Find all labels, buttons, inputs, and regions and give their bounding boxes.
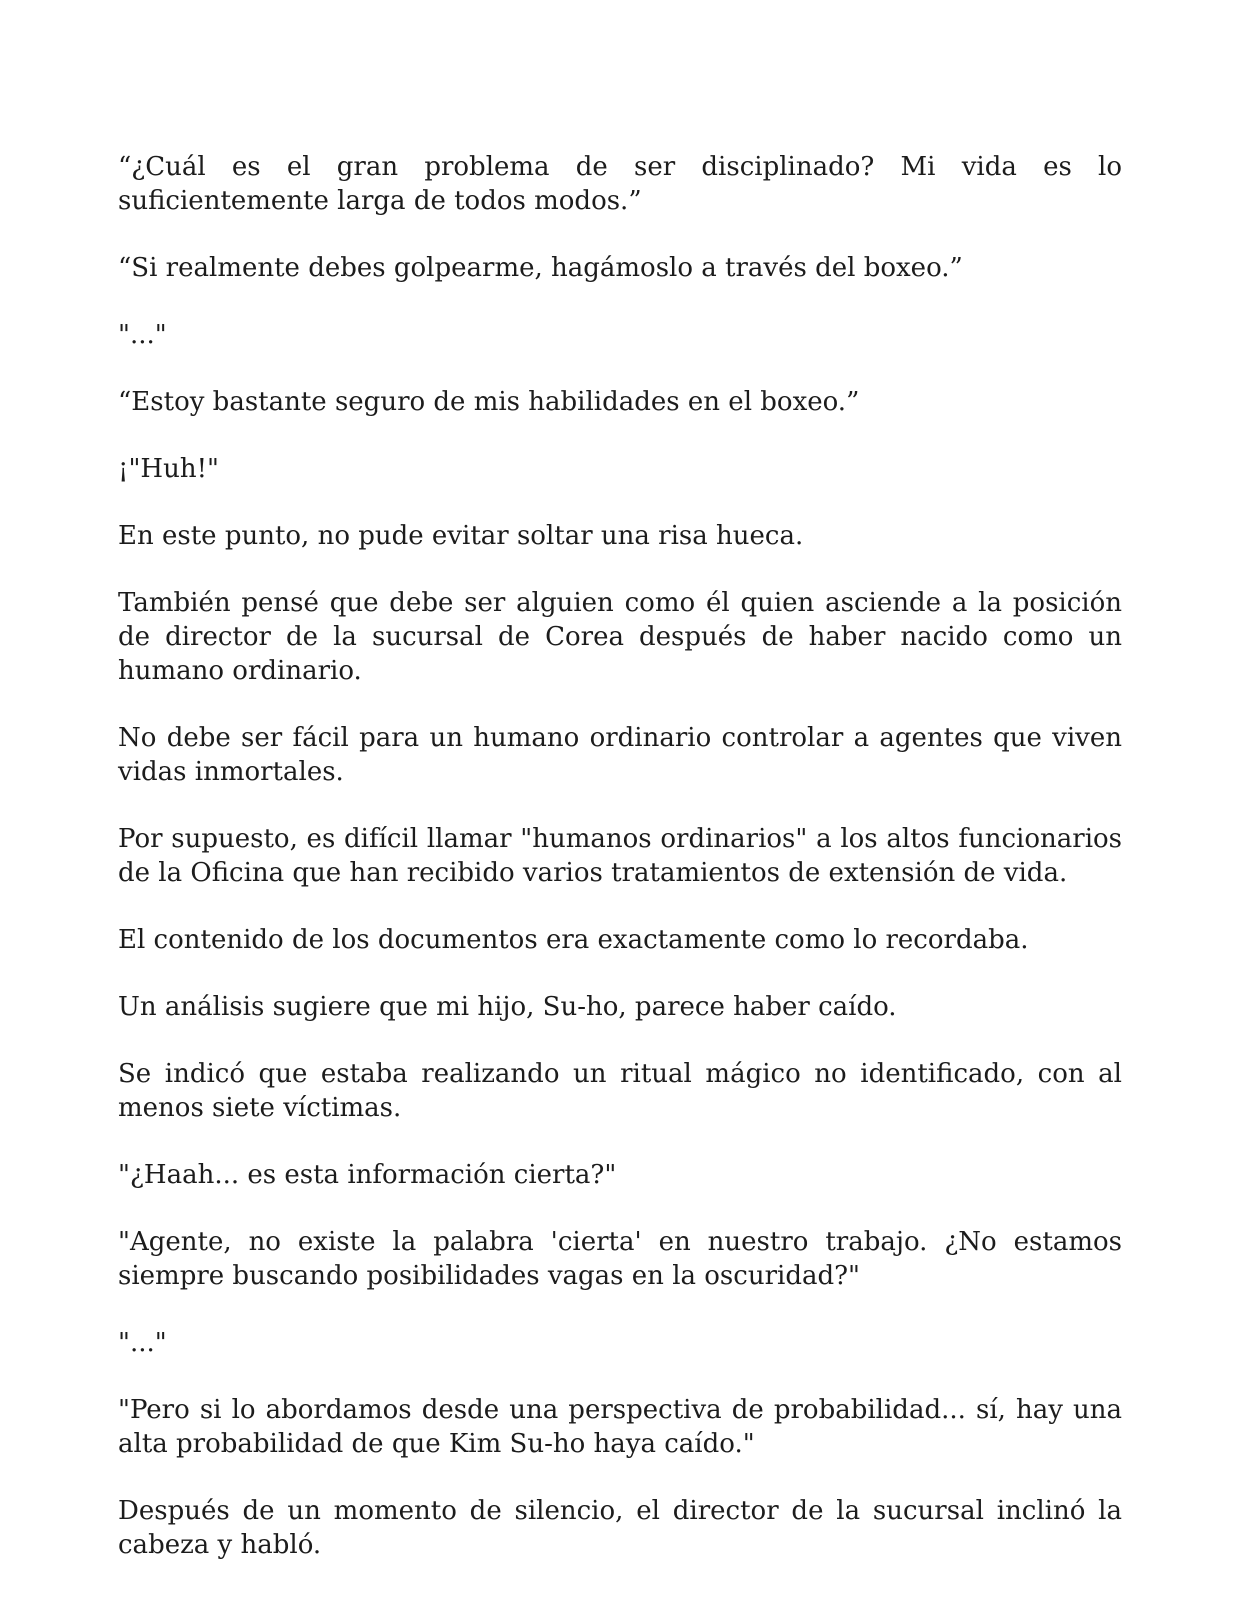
paragraph-11: Un análisis sugiere que mi hijo, Su-ho, parece haber caído. <box>118 992 897 1022</box>
paragraph-6: En este punto, no pude evitar soltar una risa hueca. <box>118 521 804 551</box>
document-body <box>118 150 1122 1562</box>
paragraph-7: También pensé que debe ser alguien como él quien asciende a la posición de director de la sucursal de Corea después de haber nacido como un humano ordinario. <box>118 588 1122 686</box>
paragraph-8: No debe ser fácil para un humano ordinario controlar a agentes que viven vidas inmortales. <box>118 723 1122 787</box>
paragraph-1: “¿Cuál es el gran problema de ser disciplinado? Mi vida es lo suficientemente larga de todos modos.” <box>118 152 1122 216</box>
paragraph-4: “Estoy bastante seguro de mis habilidades en el boxeo.” <box>118 387 860 417</box>
paragraph-5: ¡"Huh!" <box>118 454 219 484</box>
paragraph-16: "Pero si lo abordamos desde una perspectiva de probabilidad... sí, hay una alta probabilidad de que Kim Su-ho haya caído." <box>118 1395 1122 1459</box>
paragraph-12: Se indicó que estaba realizando un ritual mágico no identificado, con al menos siete víctimas. <box>118 1059 1122 1123</box>
paragraph-10: El contenido de los documentos era exactamente como lo recordaba. <box>118 925 1029 955</box>
paragraph-13: "¿Haah... es esta información cierta?" <box>118 1160 617 1190</box>
paragraph-2: “Si realmente debes golpearme, hagámoslo a través del boxeo.” <box>118 253 963 283</box>
paragraph-14: "Agente, no existe la palabra 'cierta' en nuestro trabajo. ¿No estamos siempre buscando posibilidades vagas en la oscuridad?" <box>118 1227 1122 1291</box>
paragraph-17: Después de un momento de silencio, el director de la sucursal inclinó la cabeza y habló. <box>118 1496 1122 1560</box>
paragraph-3: "..." <box>118 320 167 350</box>
paragraph-9: Por supuesto, es difícil llamar "humanos ordinarios" a los altos funcionarios de la Oficina que han recibido varios tratamientos de extensión de vida. <box>118 824 1122 888</box>
paragraph-15: "..." <box>118 1328 167 1358</box>
